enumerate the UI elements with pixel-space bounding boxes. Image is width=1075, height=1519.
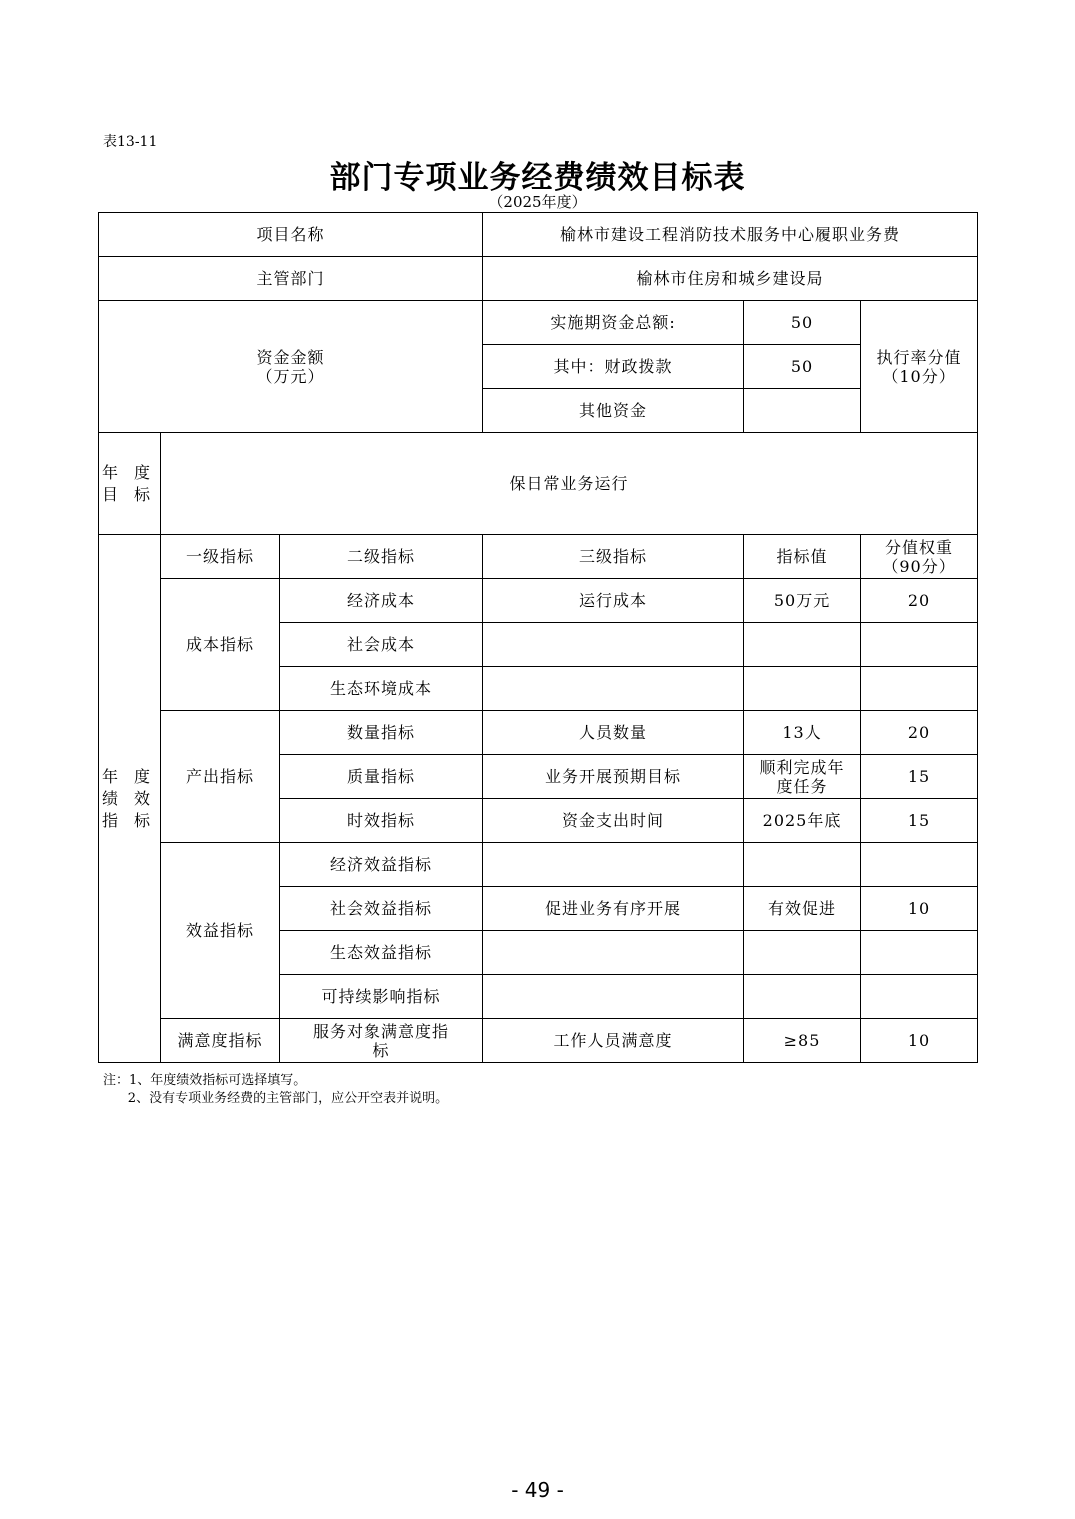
level2-cell: 可持续影响指标: [280, 975, 483, 1019]
header-weight: [861, 535, 978, 579]
group-satisfaction: 满意度指标: [161, 1019, 280, 1063]
level3-cell: 工作人员满意度: [483, 1019, 744, 1063]
weight-cell: 10: [861, 887, 978, 931]
level2-cell: 生态环境成本: [280, 667, 483, 711]
level3-cell: 运行成本: [483, 579, 744, 623]
footnote-1: 注：1、年度绩效指标可选择填写。: [103, 1073, 307, 1088]
department-label: 主管部门: [99, 257, 483, 301]
header-level3: 三级指标: [483, 535, 744, 579]
footnotes: [103, 1072, 448, 1108]
department-value: 榆林市住房和城乡建设局: [483, 257, 978, 301]
header-weight-line2: （90分）: [882, 556, 956, 576]
level2-cell: 社会成本: [280, 623, 483, 667]
weight-cell: 20: [861, 711, 978, 755]
table-row: [99, 711, 978, 755]
value-cell: [744, 843, 861, 887]
level3-cell: [483, 975, 744, 1019]
annual-goal-content: 保日常业务运行: [161, 433, 978, 535]
level3-cell: [483, 843, 744, 887]
header-level2: 二级指标: [280, 535, 483, 579]
footnote-2: 2、没有专项业务经费的主管部门，应公开空表并说明。: [103, 1091, 449, 1106]
fund-total-label: 实施期资金总额:: [483, 301, 744, 345]
department-row: [99, 257, 978, 301]
value-cell: 50万元: [744, 579, 861, 623]
weight-cell: [861, 667, 978, 711]
level3-cell: [483, 931, 744, 975]
execution-rate-score: [861, 301, 978, 433]
level3-cell: [483, 667, 744, 711]
fund-amount-label-line1: 资金金额: [256, 347, 325, 367]
value-cell: [744, 931, 861, 975]
value-cell: ≥85: [744, 1019, 861, 1063]
level2-cell: 时效指标: [280, 799, 483, 843]
document-year: （2025年度）: [488, 193, 587, 211]
fund-other-label: 其他资金: [483, 389, 744, 433]
level2-cell: 社会效益指标: [280, 887, 483, 931]
weight-cell: [861, 843, 978, 887]
fund-other-value: [744, 389, 861, 433]
page-number: - 49 -: [511, 1478, 564, 1502]
indicator-side-label: [99, 535, 161, 1063]
group-cost: 成本指标: [161, 579, 280, 711]
indicator-side-line1: 年 度: [102, 766, 151, 786]
table-number: 表13-11: [103, 134, 158, 150]
execution-rate-label-line1: 执行率分值: [876, 347, 962, 367]
group-output: 产出指标: [161, 711, 280, 843]
annual-goal-label: [99, 433, 161, 535]
fund-total-row: [99, 301, 978, 345]
value-cell: [744, 623, 861, 667]
level2-cell: 经济成本: [280, 579, 483, 623]
level2-cell: 经济效益指标: [280, 843, 483, 887]
weight-cell: 15: [861, 755, 978, 799]
fund-amount-label: [99, 301, 483, 433]
fund-total-value: 50: [744, 301, 861, 345]
level3-cell: 业务开展预期目标: [483, 755, 744, 799]
level2-cell: 生态效益指标: [280, 931, 483, 975]
project-name-row: [99, 213, 978, 257]
value-cell: 顺利完成年度任务: [744, 755, 861, 799]
level3-cell: 促进业务有序开展: [483, 887, 744, 931]
fund-fiscal-value: 50: [744, 345, 861, 389]
weight-cell: [861, 623, 978, 667]
header-value: 指标值: [744, 535, 861, 579]
level3-cell: [483, 623, 744, 667]
document-title: 部门专项业务经费绩效目标表: [329, 160, 746, 196]
value-cell: 有效促进: [744, 887, 861, 931]
header-level1: 一级指标: [161, 535, 280, 579]
weight-cell: [861, 931, 978, 975]
annual-goal-label-line2: 目 标: [102, 484, 151, 504]
weight-cell: 15: [861, 799, 978, 843]
level2-cell: 服务对象满意度指标: [280, 1019, 483, 1063]
level2-cell: 数量指标: [280, 711, 483, 755]
weight-cell: 10: [861, 1019, 978, 1063]
project-name-value: 榆林市建设工程消防技术服务中心履职业务费: [483, 213, 978, 257]
weight-cell: 20: [861, 579, 978, 623]
value-cell: 2025年底: [744, 799, 861, 843]
project-name-label: 项目名称: [99, 213, 483, 257]
table-row: [99, 1019, 978, 1063]
performance-target-table: [98, 212, 978, 1063]
value-cell: 13人: [744, 711, 861, 755]
level2-cell: 质量指标: [280, 755, 483, 799]
level3-cell: 人员数量: [483, 711, 744, 755]
value-cell: [744, 667, 861, 711]
indicator-side-line2: 绩 效: [102, 788, 151, 808]
level3-cell: 资金支出时间: [483, 799, 744, 843]
group-benefit: 效益指标: [161, 843, 280, 1019]
table-row: [99, 579, 978, 623]
header-weight-line1: 分值权重: [885, 537, 954, 557]
table-row: [99, 843, 978, 887]
annual-goal-row: [99, 433, 978, 535]
execution-rate-label-line2: （10分）: [882, 366, 956, 386]
fund-fiscal-label: 其中：财政拨款: [483, 345, 744, 389]
annual-goal-label-line1: 年 度: [102, 462, 151, 482]
fund-amount-label-line2: （万元）: [256, 366, 325, 386]
weight-cell: [861, 975, 978, 1019]
indicator-side-line3: 指 标: [102, 810, 151, 830]
indicator-header-row: [99, 535, 978, 579]
value-cell: [744, 975, 861, 1019]
